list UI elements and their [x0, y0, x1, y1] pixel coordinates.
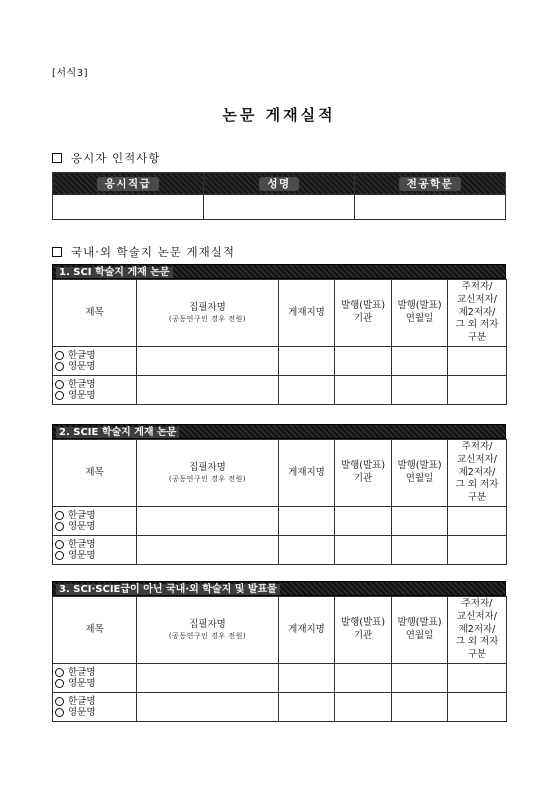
header-publisher: 발행(발표) 기관: [335, 440, 392, 507]
checkbox-icon: [52, 247, 62, 257]
authors-cell[interactable]: [137, 376, 279, 405]
title-cell[interactable]: [53, 507, 137, 536]
radio-label: 한글명: [68, 349, 96, 361]
column-header-name: 성명: [204, 173, 355, 195]
publisher-cell[interactable]: [335, 507, 392, 536]
korean-name-radio[interactable]: [55, 350, 136, 361]
english-name-radio[interactable]: [55, 550, 136, 561]
publisher-cell[interactable]: [335, 347, 392, 376]
radio-circle-icon[interactable]: [55, 708, 64, 717]
journal-cell[interactable]: [279, 376, 335, 405]
header-journal: 게재지명: [279, 440, 335, 507]
journal-cell[interactable]: [279, 693, 335, 722]
title-cell[interactable]: [53, 347, 137, 376]
author-role-cell[interactable]: [448, 664, 507, 693]
subsection-banner-1: [52, 264, 506, 279]
english-name-radio[interactable]: [55, 361, 136, 372]
header-authors: 집필자명 (공동연구인 경우 전원): [137, 280, 279, 347]
author-role-cell[interactable]: [448, 536, 507, 565]
publisher-cell[interactable]: [335, 664, 392, 693]
date-cell[interactable]: [392, 507, 448, 536]
radio-label: 영문명: [68, 678, 96, 690]
table-row: [53, 507, 507, 536]
journal-cell[interactable]: [279, 536, 335, 565]
column-header-rank: 응시직급: [53, 173, 204, 195]
title-cell[interactable]: [53, 376, 137, 405]
applicant-section-heading: [52, 150, 160, 166]
publication-header-row: [53, 597, 507, 664]
journal-cell[interactable]: [279, 664, 335, 693]
header-date: 발행(발표) 연월일: [392, 440, 448, 507]
subsection-banner-3: [52, 581, 506, 596]
authors-cell[interactable]: [137, 536, 279, 565]
header-author-role: 주저자/ 교신저자/ 제2저자/ 그 외 저자 구분: [448, 440, 507, 507]
radio-circle-icon[interactable]: [55, 351, 64, 360]
english-name-radio[interactable]: [55, 707, 136, 718]
applicant-heading-label: 응시자 인적사항: [71, 151, 161, 165]
radio-label: 한글명: [68, 538, 96, 550]
column-header-major: 전공학문: [355, 173, 506, 195]
applicant-header-row: [53, 173, 506, 195]
publication-table-2: [52, 439, 507, 565]
date-cell[interactable]: [392, 347, 448, 376]
radio-circle-icon[interactable]: [55, 362, 64, 371]
header-title: 제목: [53, 597, 137, 664]
korean-name-radio[interactable]: [55, 667, 136, 678]
radio-label: 한글명: [68, 378, 96, 390]
date-cell[interactable]: [392, 376, 448, 405]
radio-circle-icon[interactable]: [55, 679, 64, 688]
subsection-banner-2: [52, 424, 506, 439]
header-date: 발행(발표) 연월일: [392, 280, 448, 347]
checkbox-icon: [52, 153, 62, 163]
radio-circle-icon[interactable]: [55, 540, 64, 549]
table-row: [53, 693, 507, 722]
header-title: 제목: [53, 280, 137, 347]
radio-label: 한글명: [68, 666, 96, 678]
page-title: 논문 게재실적: [222, 106, 336, 124]
header-journal: 게재지명: [279, 280, 335, 347]
header-authors-note: (공동연구인 경우 전원): [168, 314, 247, 323]
radio-circle-icon[interactable]: [55, 668, 64, 677]
radio-label: 영문명: [68, 707, 96, 719]
date-cell[interactable]: [392, 693, 448, 722]
table-row: [53, 347, 507, 376]
radio-circle-icon[interactable]: [55, 380, 64, 389]
publications-section-heading: [52, 244, 235, 260]
publisher-cell[interactable]: [335, 536, 392, 565]
korean-name-radio[interactable]: [55, 696, 136, 707]
title-cell[interactable]: [53, 536, 137, 565]
title-cell[interactable]: [53, 693, 137, 722]
publication-table-3: [52, 596, 507, 722]
radio-label: 한글명: [68, 695, 96, 707]
table-row: [53, 664, 507, 693]
authors-cell[interactable]: [137, 664, 279, 693]
header-author-role: 주저자/ 교신저자/ 제2저자/ 그 외 저자 구분: [448, 597, 507, 664]
subsection-banner-text: 2. SCIE 학술지 게재 논문: [56, 427, 179, 438]
header-publisher: 발행(발표) 기관: [335, 597, 392, 664]
journal-cell[interactable]: [279, 347, 335, 376]
publisher-cell[interactable]: [335, 693, 392, 722]
radio-circle-icon[interactable]: [55, 697, 64, 706]
header-authors-note: (공동연구인 경우 전원): [168, 474, 247, 483]
header-journal: 게재지명: [279, 597, 335, 664]
author-role-cell[interactable]: [448, 347, 507, 376]
radio-label: 영문명: [68, 550, 96, 562]
major-input-cell[interactable]: [355, 195, 506, 220]
author-role-cell[interactable]: [448, 376, 507, 405]
form-number: [서식3]: [52, 68, 88, 79]
radio-circle-icon[interactable]: [55, 551, 64, 560]
header-publisher: 발행(발표) 기관: [335, 280, 392, 347]
applicant-input-row: [53, 195, 506, 220]
date-cell[interactable]: [392, 664, 448, 693]
publication-header-row: [53, 280, 507, 347]
name-input-cell[interactable]: [204, 195, 355, 220]
publisher-cell[interactable]: [335, 376, 392, 405]
radio-circle-icon[interactable]: [55, 391, 64, 400]
english-name-radio[interactable]: [55, 390, 136, 401]
radio-label: 한글명: [68, 509, 96, 521]
authors-cell[interactable]: [137, 693, 279, 722]
header-authors: 집필자명 (공동연구인 경우 전원): [137, 440, 279, 507]
radio-label: 영문명: [68, 521, 96, 533]
author-role-cell[interactable]: [448, 693, 507, 722]
subsection-banner-text: 1. SCI 학술지 게재 논문: [56, 267, 173, 278]
korean-name-radio[interactable]: [55, 539, 136, 550]
author-role-cell[interactable]: [448, 507, 507, 536]
authors-cell[interactable]: [137, 507, 279, 536]
header-title: 제목: [53, 440, 137, 507]
header-authors-note: (공동연구인 경우 전원): [168, 631, 247, 640]
table-row: [53, 536, 507, 565]
publication-header-row: [53, 440, 507, 507]
table-row: [53, 376, 507, 405]
korean-name-radio[interactable]: [55, 510, 136, 521]
radio-circle-icon[interactable]: [55, 511, 64, 520]
header-author-role: 주저자/ 교신저자/ 제2저자/ 그 외 저자 구분: [448, 280, 507, 347]
publications-heading-label: 국내·외 학술지 논문 게재실적: [71, 245, 235, 259]
title-cell[interactable]: [53, 664, 137, 693]
radio-label: 영문명: [68, 361, 96, 373]
header-date: 발행(발표) 연월일: [392, 597, 448, 664]
date-cell[interactable]: [392, 536, 448, 565]
applicant-table: [52, 172, 506, 220]
rank-input-cell[interactable]: [53, 195, 204, 220]
header-authors: 집필자명 (공동연구인 경우 전원): [137, 597, 279, 664]
authors-cell[interactable]: [137, 347, 279, 376]
korean-name-radio[interactable]: [55, 379, 136, 390]
journal-cell[interactable]: [279, 507, 335, 536]
radio-circle-icon[interactable]: [55, 522, 64, 531]
publication-table-1: [52, 279, 507, 405]
english-name-radio[interactable]: [55, 678, 136, 689]
radio-label: 영문명: [68, 390, 96, 402]
english-name-radio[interactable]: [55, 521, 136, 532]
subsection-banner-text: 3. SCI·SCIE급이 아닌 국내·외 학술지 및 발표물: [56, 584, 280, 595]
